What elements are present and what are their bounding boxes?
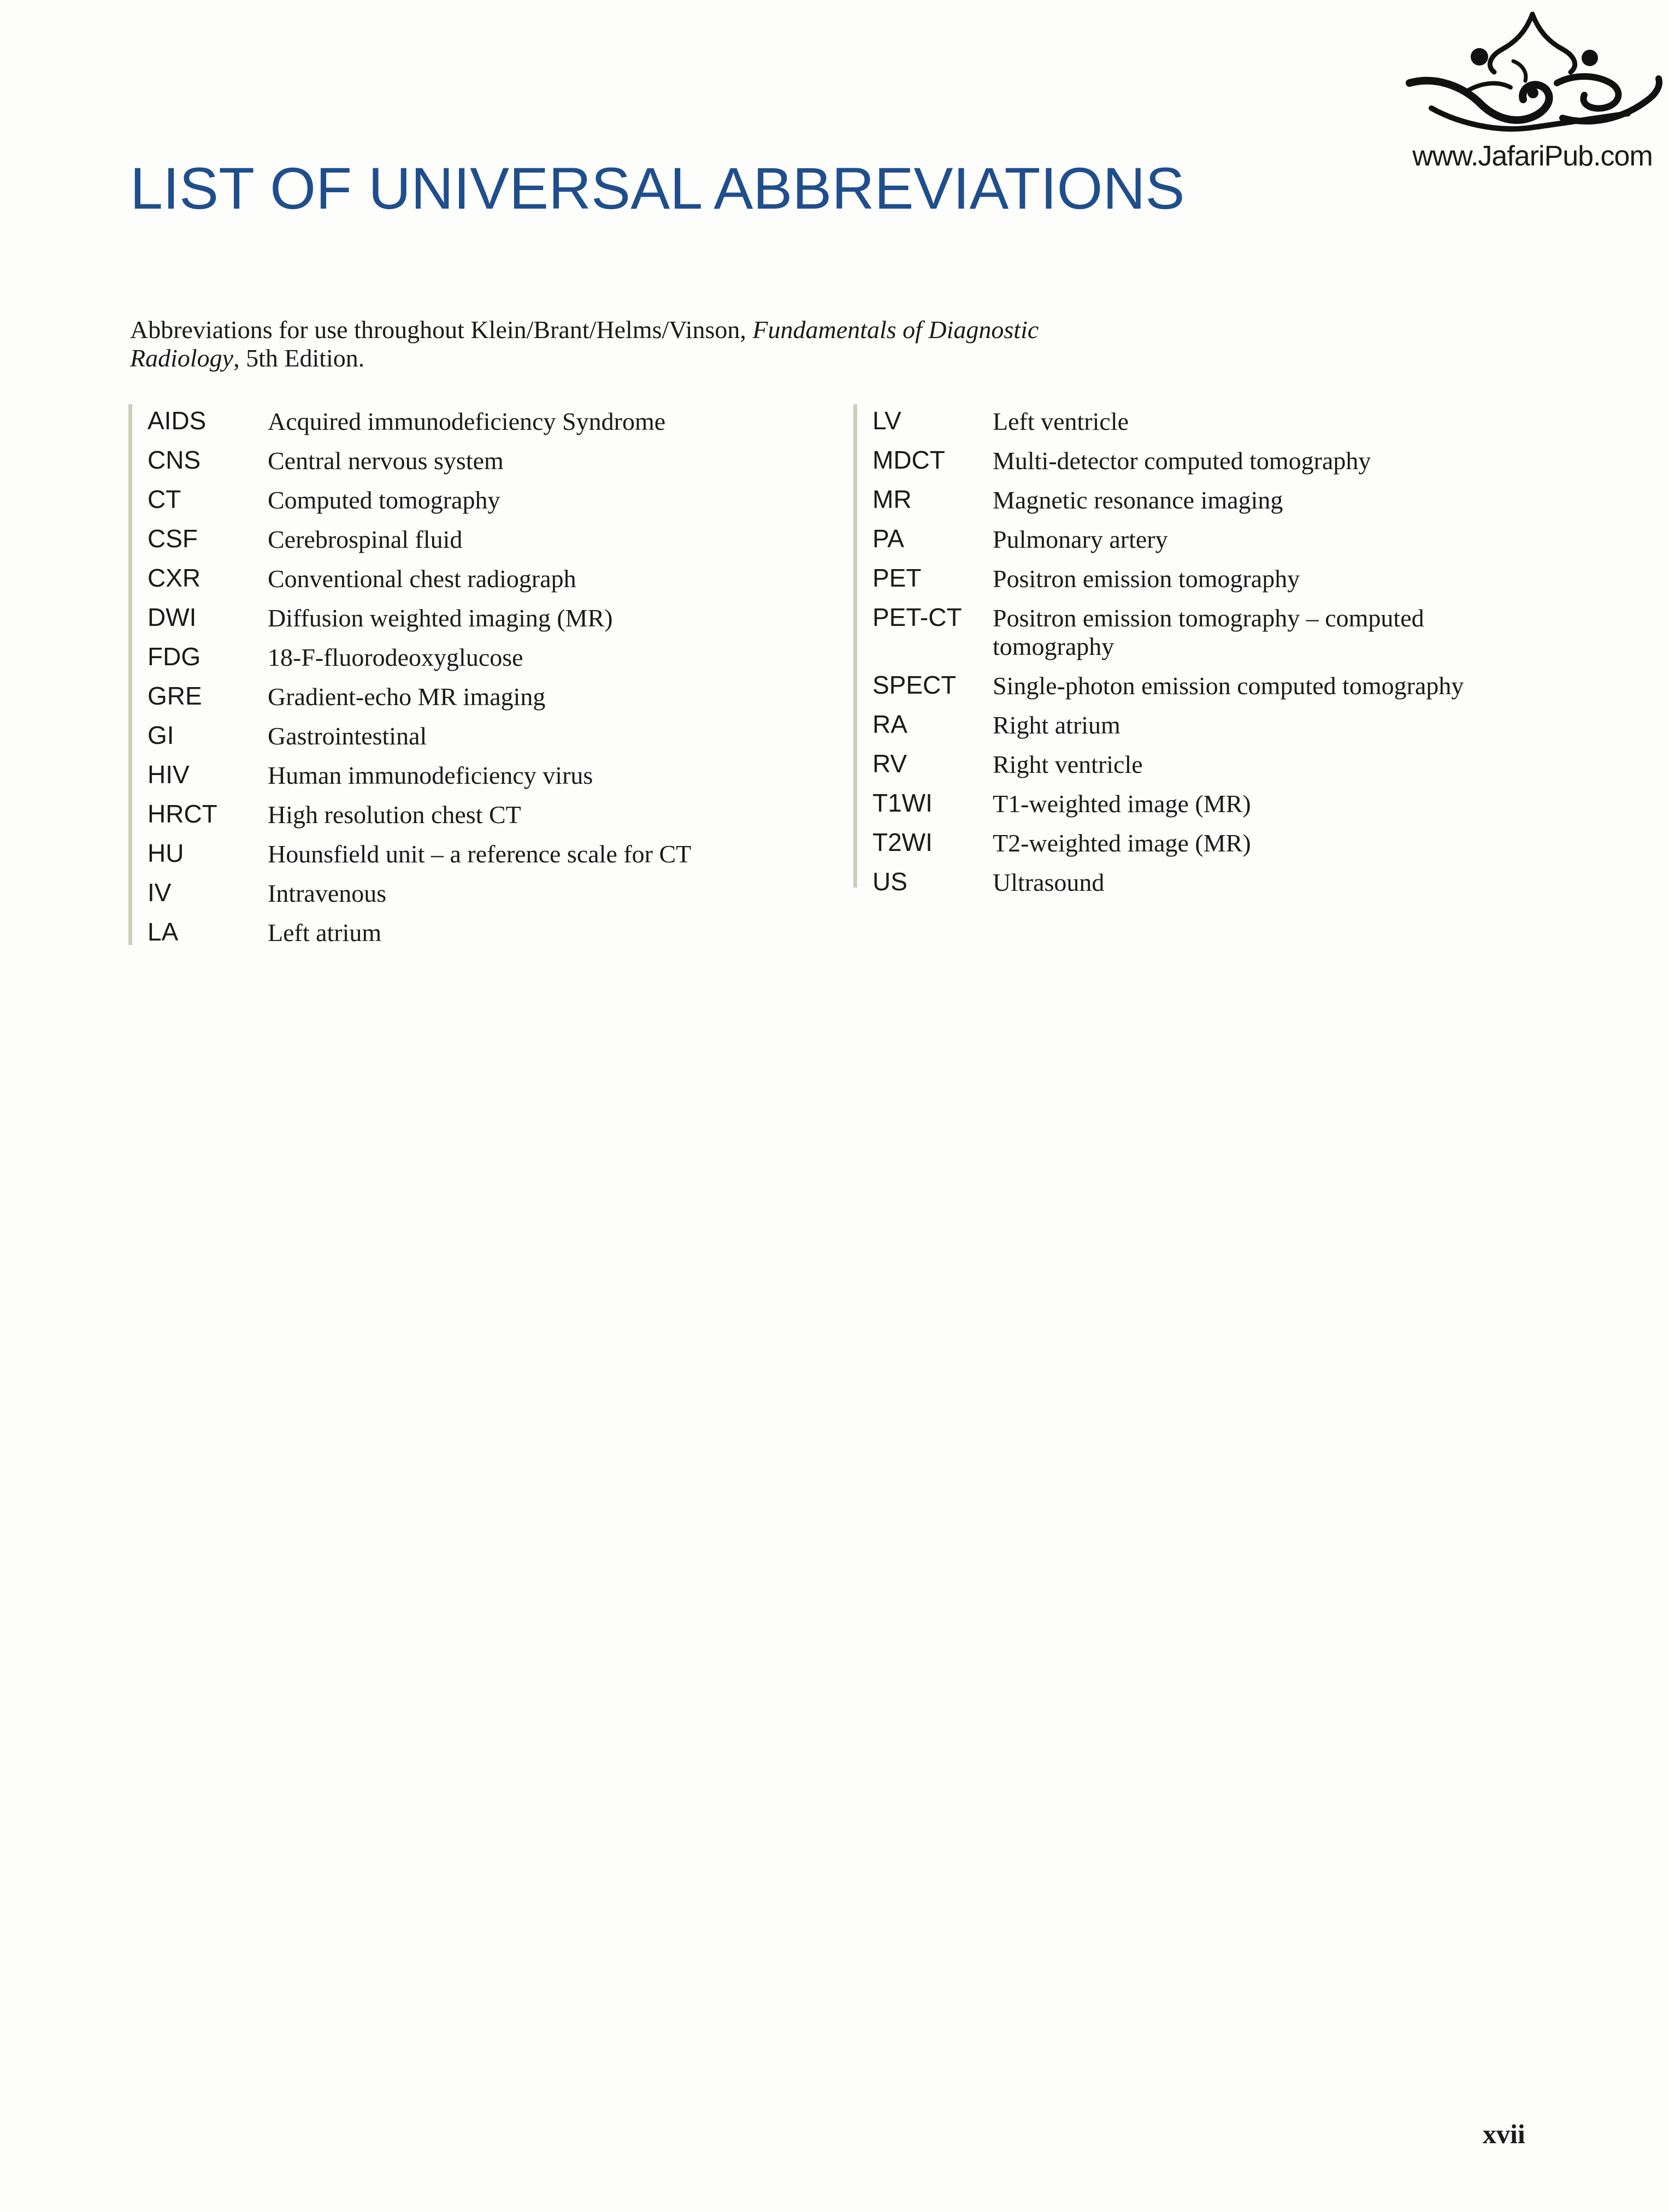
abbreviation-list-left xyxy=(128,404,815,945)
abbreviation-definition: Single-photon emission computed tomography xyxy=(993,672,1464,700)
abbreviation-definition: Gradient-echo MR imaging xyxy=(268,683,546,711)
abbreviation-definition: Right ventricle xyxy=(993,750,1143,778)
abbreviation-row xyxy=(132,443,815,483)
abbreviation-row xyxy=(132,640,815,679)
abbreviation-row xyxy=(857,601,1622,669)
abbreviation-term: MR xyxy=(872,485,912,513)
abbreviation-row xyxy=(132,601,815,640)
abbreviation-row xyxy=(857,826,1622,865)
abbreviation-definition: Intravenous xyxy=(268,879,387,907)
abbreviation-row xyxy=(132,679,815,719)
abbreviation-term: CNS xyxy=(148,446,201,474)
abbreviation-row xyxy=(857,865,1622,904)
abbreviation-term: T1WI xyxy=(872,789,933,817)
abbreviation-definition: Magnetic resonance imaging xyxy=(993,486,1283,514)
abbreviation-term: T2WI xyxy=(872,828,933,856)
abbreviation-definition: Gastrointestinal xyxy=(268,722,427,750)
abbreviation-term: AIDS xyxy=(148,406,207,435)
abbreviation-row xyxy=(857,747,1622,786)
abbreviation-definition: Conventional chest radiograph xyxy=(268,565,576,593)
abbreviation-term: US xyxy=(872,867,907,896)
abbreviation-row xyxy=(132,837,815,876)
abbreviation-definition: Human immunodeficiency virus xyxy=(268,761,593,789)
intro-prefix: Abbreviations for use throughout Klein/Brant/Helms/Vinson, xyxy=(130,316,753,344)
abbreviation-row xyxy=(132,561,815,601)
page-number: xvii xyxy=(1483,2119,1525,2149)
abbreviation-term: PA xyxy=(872,524,904,553)
abbreviation-term: IV xyxy=(148,878,172,907)
intro-paragraph xyxy=(130,316,1059,372)
page-title: LIST OF UNIVERSAL ABBREVIATIONS xyxy=(130,155,1185,221)
abbreviation-definition: Multi-detector computed tomography xyxy=(993,447,1371,475)
abbreviation-definition: Ultrasound xyxy=(993,868,1105,896)
abbreviation-definition: 18-F-fluorodeoxyglucose xyxy=(268,643,523,671)
abbreviation-definition: Computed tomography xyxy=(268,486,500,514)
abbreviation-term: CXR xyxy=(148,564,201,592)
abbreviation-definition: T2-weighted image (MR) xyxy=(993,829,1251,857)
abbreviation-term: LV xyxy=(872,406,901,435)
abbreviation-term: RA xyxy=(872,710,907,738)
abbreviation-definition: Diffusion weighted imaging (MR) xyxy=(268,604,613,632)
abbreviation-term: CSF xyxy=(148,524,198,553)
abbreviation-term: HU xyxy=(148,839,184,867)
abbreviation-definition: Acquired immunodeficiency Syndrome xyxy=(268,407,666,435)
abbreviation-row xyxy=(132,719,815,758)
publisher-logo xyxy=(1399,11,1666,175)
abbreviation-term: HRCT xyxy=(148,800,217,828)
abbreviation-term: PET xyxy=(872,564,922,592)
abbreviation-row xyxy=(857,443,1622,483)
abbreviation-definition: Left atrium xyxy=(268,919,382,947)
book-title: Fundamentals of Diagnostic Radiology xyxy=(130,316,1039,372)
publisher-url: www.JafariPub.com xyxy=(1412,140,1653,172)
abbreviation-row xyxy=(132,522,815,561)
abbreviation-row xyxy=(132,404,815,443)
abbreviation-row xyxy=(857,669,1622,708)
abbreviation-term: RV xyxy=(872,749,907,778)
abbreviation-definition: Hounsfield unit – a reference scale for CT xyxy=(268,840,692,868)
abbreviation-row xyxy=(857,708,1622,747)
abbreviation-definition: Positron emission tomography – computed tomography xyxy=(993,604,1424,660)
abbreviation-row xyxy=(857,404,1622,443)
abbreviation-term: MDCT xyxy=(872,446,945,474)
intro-suffix: , 5th Edition. xyxy=(233,344,365,372)
calligraphy-logo-icon xyxy=(1399,11,1666,142)
abbreviation-row xyxy=(857,483,1622,522)
abbreviation-definition: Central nervous system xyxy=(268,447,504,475)
abbreviation-row xyxy=(132,876,815,915)
abbreviation-definition: High resolution chest CT xyxy=(268,801,521,829)
abbreviation-term: SPECT xyxy=(872,671,957,699)
abbreviation-row xyxy=(132,915,815,955)
abbreviation-row xyxy=(857,786,1622,826)
abbreviation-list-right xyxy=(853,404,1622,896)
abbreviation-term: CT xyxy=(148,485,181,513)
abbreviation-term: DWI xyxy=(148,603,197,631)
abbreviation-definition: Pulmonary artery xyxy=(993,525,1168,553)
abbreviation-row xyxy=(857,522,1622,561)
abbreviation-definition: Left ventricle xyxy=(993,407,1129,435)
abbreviation-term: LA xyxy=(148,918,179,946)
abbreviation-row xyxy=(857,561,1622,601)
abbreviation-term: FDG xyxy=(148,642,201,671)
abbreviation-term: PET-CT xyxy=(872,603,962,631)
abbreviation-row xyxy=(132,758,815,797)
abbreviation-row xyxy=(132,483,815,522)
abbreviation-term: GRE xyxy=(148,682,202,710)
abbreviation-definition: Right atrium xyxy=(993,711,1120,739)
abbreviation-row xyxy=(132,797,815,837)
abbreviation-term: GI xyxy=(148,721,174,749)
abbreviation-definition: T1-weighted image (MR) xyxy=(993,790,1251,818)
abbreviation-definition: Cerebrospinal fluid xyxy=(268,525,463,553)
abbreviation-term: HIV xyxy=(148,760,190,789)
abbreviation-definition: Positron emission tomography xyxy=(993,565,1300,593)
